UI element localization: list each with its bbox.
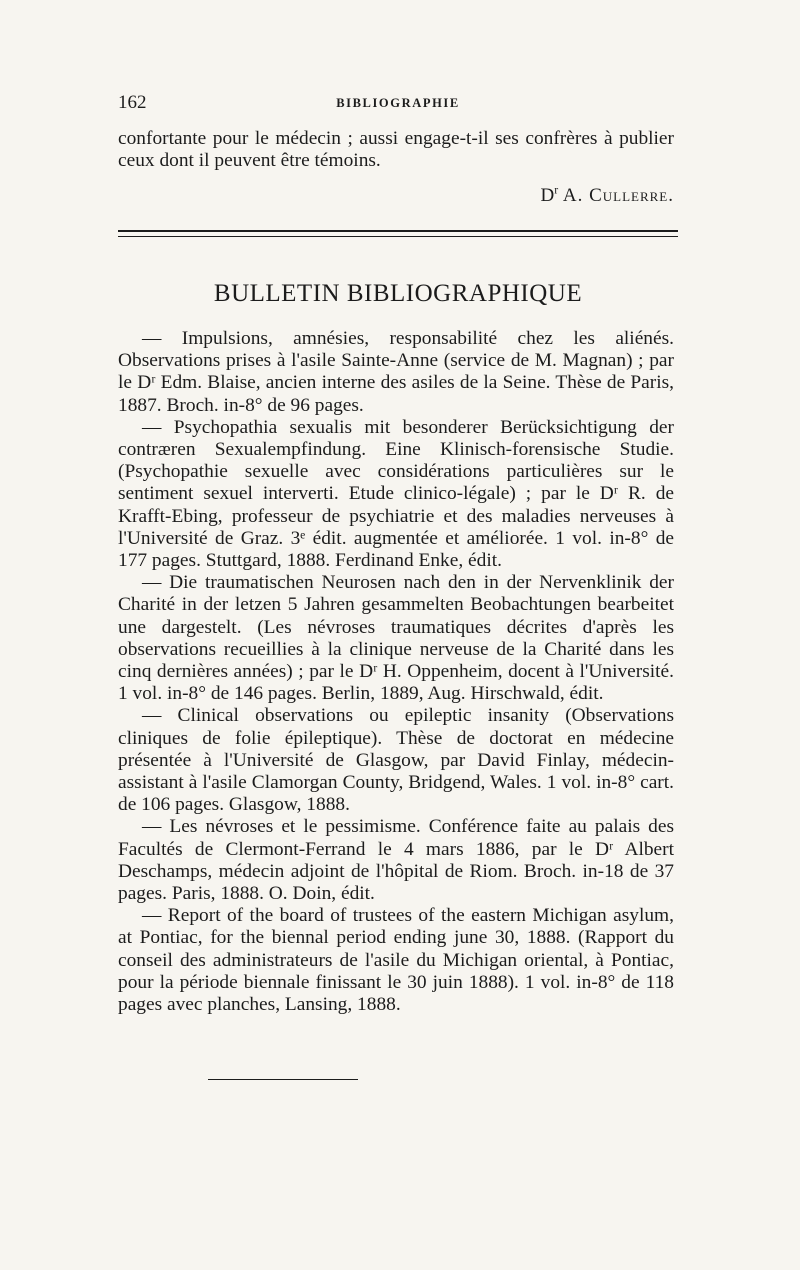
running-title: BIBLIOGRAPHIE — [336, 96, 460, 110]
continuation-paragraph: confortante pour le médecin ; aussi engage-t-il ses confrères à publier ceux dont il peuvent être témoins. — [118, 128, 674, 172]
section-rule-thin — [118, 236, 678, 237]
bibliography-entry: — Die traumatischen Neurosen nach den in der Nervenklinik der Charité in der letzen 5 Jahren gesammelten Beobachtungen bearbeitet une dargestelt. (Les névroses traumatiques décrites d'après les observations recueillies à la clinique nerveuse de la Charité dans les cinq dernières années) ; par le Dʳ H. Oppenheim, docent à l'Université. 1 vol. in-8° de 146 pages. Berlin, 1889, Aug. Hirschwald, édit. — [118, 572, 674, 705]
signature-superscript: r — [554, 183, 559, 197]
signature-prefix: D — [540, 185, 555, 206]
signature-name: A. Cullerre. — [562, 185, 674, 206]
bibliography-entry: — Report of the board of trustees of the eastern Michigan asylum, at Pontiac, for the biennal period ending june 30, 1888. (Rapport du conseil des administrateurs de l'asile du Michigan oriental, à Pontiac, pour la période biennale finissant le 30 juin 1888). 1 vol. in-8° de 118 pages avec planches, Lansing, 1888. — [118, 905, 674, 1016]
bibliography-entry: — Clinical observations ou epileptic insanity (Observations cliniques de folie épileptique). Thèse de doctorat en médecine présentée à l'Université de Glasgow, par David Finlay, médecin-assistant à l'asile Clamorgan County, Bridgend, Wales. 1 vol. in-8° cart. de 106 pages. Glasgow, 1888. — [118, 705, 674, 816]
running-head — [118, 92, 678, 116]
bibliography-entry: — Impulsions, amnésies, responsabilité chez les aliénés. Observations prises à l'asile Sainte-Anne (service de M. Magnan) ; par le Dʳ Edm. Blaise, ancien interne des asiles de la Seine. Thèse de Paris, 1887. Broch. in-8° de 96 pages. — [118, 328, 674, 416]
page-number: 162 — [118, 92, 147, 113]
section-title: BULLETIN BIBLIOGRAPHIQUE — [213, 280, 583, 307]
bibliography-entry: — Psychopathia sexualis mit besonderer Berücksichtigung der contræren Sexualempfindung. Eine Klinisch-forensische Studie. (Psychopathie sexuelle avec considérations particulières sur le sentiment sexuel interverti. Etude clinico-légale) ; par le Dʳ R. de Krafft-Ebing, professeur de psychiatrie et des maladies nerveuses à l'Université de Graz. 3ᵉ édit. augmentée et améliorée. 1 vol. in-8° de 177 pages. Stuttgard, 1888. Ferdinand Enke, édit. — [118, 416, 674, 572]
end-rule — [208, 1079, 358, 1080]
bibliography-list — [118, 328, 674, 1016]
bibliography-entry: — Les névroses et le pessimisme. Conférence faite au palais des Facultés de Clermont-Ferrand le 4 mars 1886, par le Dʳ Albert Deschamps, médecin adjoint de l'hôpital de Riom. Broch. in-18 de 37 pages. Paris, 1888. O. Doin, édit. — [118, 816, 674, 905]
section-rule-thick — [118, 230, 678, 232]
author-signature — [540, 185, 674, 207]
